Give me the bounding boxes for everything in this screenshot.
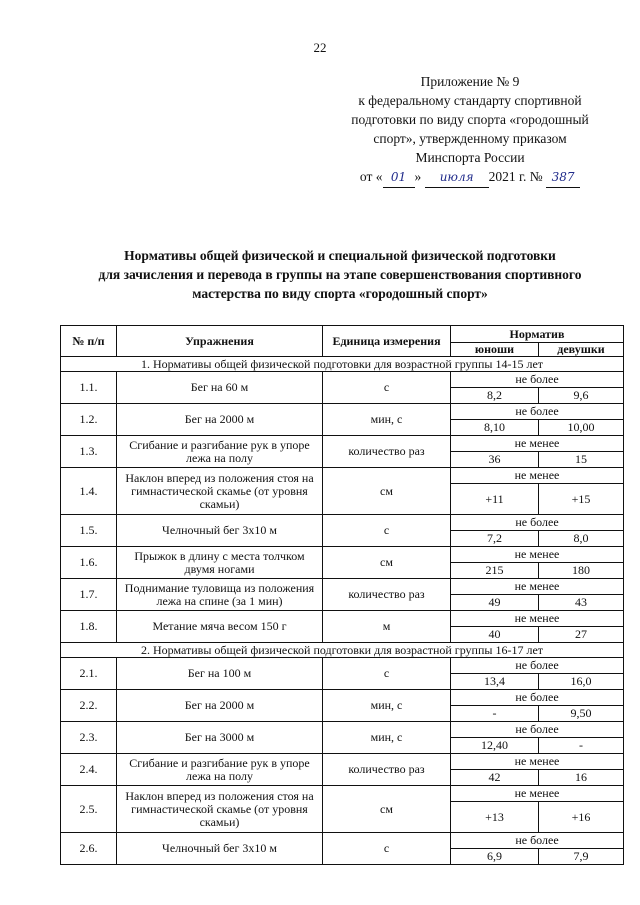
row-number: 1.4. (61, 468, 117, 515)
girls-value: 10,00 (539, 420, 624, 436)
exercise-name: Наклон вперед из положения стоя на гимнастической скамье (от уровня скамьи) (117, 786, 323, 833)
girls-value: +16 (539, 802, 624, 833)
boys-value: 8,2 (451, 388, 539, 404)
norm-condition: не менее (451, 754, 624, 770)
girls-value: 9,6 (539, 388, 624, 404)
row-number: 2.3. (61, 722, 117, 754)
unit: см (323, 786, 451, 833)
exercise-name: Бег на 60 м (117, 372, 323, 404)
girls-value: 9,50 (539, 706, 624, 722)
norm-condition: не более (451, 372, 624, 388)
girls-value: 16 (539, 770, 624, 786)
row-number: 1.7. (61, 579, 117, 611)
appendix-line: к федеральному стандарту спортивной (358, 93, 582, 108)
norm-condition: не более (451, 515, 624, 531)
row-number: 1.6. (61, 547, 117, 579)
unit: количество раз (323, 436, 451, 468)
date-prefix: от « (359, 169, 383, 184)
unit: с (323, 833, 451, 865)
table-row (61, 754, 624, 770)
exercise-name: Бег на 100 м (117, 658, 323, 690)
boys-value: 7,2 (451, 531, 539, 547)
title-line: мастерства по виду спорта «городошный спорт» (192, 286, 488, 301)
table-row (61, 436, 624, 452)
table-row (61, 404, 624, 420)
header-unit: Единица измерения (323, 326, 451, 357)
row-number: 1.1. (61, 372, 117, 404)
norm-condition: не более (451, 404, 624, 420)
section-title: 1. Нормативы общей физической подготовки для возрастной группы 14-15 лет (61, 357, 624, 372)
norm-condition: не менее (451, 611, 624, 627)
girls-value: 43 (539, 595, 624, 611)
header-exercise: Упражнения (117, 326, 323, 357)
exercise-name: Бег на 2000 м (117, 404, 323, 436)
norm-condition: не более (451, 833, 624, 849)
exercise-name: Бег на 2000 м (117, 690, 323, 722)
boys-value: +11 (451, 484, 539, 515)
table-row (61, 547, 624, 563)
date-year: 2021 г. № (488, 169, 543, 184)
row-number: 1.5. (61, 515, 117, 547)
exercise-name: Челночный бег 3х10 м (117, 833, 323, 865)
unit: с (323, 515, 451, 547)
page-number: 22 (313, 40, 327, 55)
exercise-name: Прыжок в длину с места толчком двумя ногами (117, 547, 323, 579)
boys-value: 13,4 (451, 674, 539, 690)
table-row (61, 468, 624, 484)
boys-value: 36 (451, 452, 539, 468)
row-number: 1.8. (61, 611, 117, 643)
norms-table (60, 325, 624, 865)
norm-condition: не менее (451, 468, 624, 484)
girls-value: 7,9 (539, 849, 624, 865)
row-number: 2.5. (61, 786, 117, 833)
table-row (61, 515, 624, 531)
norm-condition: не менее (451, 579, 624, 595)
table-row (61, 786, 624, 802)
section-title: 2. Нормативы общей физической подготовки для возрастной группы 16-17 лет (61, 643, 624, 658)
unit: мин, с (323, 722, 451, 754)
unit: количество раз (323, 579, 451, 611)
exercise-name: Челночный бег 3х10 м (117, 515, 323, 547)
date-mid: » (414, 169, 422, 184)
unit: с (323, 658, 451, 690)
row-number: 1.3. (61, 436, 117, 468)
appendix-line: Минспорта России (415, 150, 525, 165)
girls-value: 15 (539, 452, 624, 468)
unit: см (323, 547, 451, 579)
unit: количество раз (323, 754, 451, 786)
girls-value: 8,0 (539, 531, 624, 547)
table-row (61, 722, 624, 738)
table-row (61, 690, 624, 706)
boys-value: 8,10 (451, 420, 539, 436)
girls-value: 180 (539, 563, 624, 579)
norm-condition: не менее (451, 436, 624, 452)
title-line: Нормативы общей физической и специальной физической подготовки (124, 248, 556, 263)
norm-condition: не более (451, 658, 624, 674)
appendix-header (330, 72, 610, 188)
handwritten-month: июля (425, 168, 489, 188)
unit: м (323, 611, 451, 643)
boys-value: 49 (451, 595, 539, 611)
girls-value: +15 (539, 484, 624, 515)
boys-value: 215 (451, 563, 539, 579)
appendix-date-line (330, 167, 610, 188)
appendix-line: спорт», утвержденному приказом (373, 131, 567, 146)
handwritten-day: 01 (383, 168, 415, 188)
unit: см (323, 468, 451, 515)
header-boys: юноши (451, 343, 539, 357)
section-header-row (61, 357, 624, 372)
norm-condition: не менее (451, 547, 624, 563)
norm-condition: не более (451, 722, 624, 738)
exercise-name: Поднимание туловища из положения лежа на спине (за 1 мин) (117, 579, 323, 611)
table-row (61, 611, 624, 627)
boys-value: 40 (451, 627, 539, 643)
row-number: 1.2. (61, 404, 117, 436)
title-line: для зачисления и перевода в группы на этапе совершенствования спортивного (98, 267, 582, 282)
girls-value: 27 (539, 627, 624, 643)
boys-value: 42 (451, 770, 539, 786)
row-number: 2.6. (61, 833, 117, 865)
boys-value: 12,40 (451, 738, 539, 754)
norm-condition: не менее (451, 786, 624, 802)
unit: с (323, 372, 451, 404)
row-number: 2.4. (61, 754, 117, 786)
section-header-row (61, 643, 624, 658)
boys-value: - (451, 706, 539, 722)
unit: мин, с (323, 404, 451, 436)
exercise-name: Наклон вперед из положения стоя на гимнастической скамье (от уровня скамьи) (117, 468, 323, 515)
table-row (61, 833, 624, 849)
table-row (61, 658, 624, 674)
appendix-title: Приложение № 9 (420, 74, 520, 89)
girls-value: 16,0 (539, 674, 624, 690)
norm-condition: не более (451, 690, 624, 706)
boys-value: 6,9 (451, 849, 539, 865)
exercise-name: Сгибание и разгибание рук в упоре лежа на полу (117, 754, 323, 786)
appendix-line: подготовки по виду спорта «городошный (351, 112, 589, 127)
exercise-name: Сгибание и разгибание рук в упоре лежа на полу (117, 436, 323, 468)
exercise-name: Метание мяча весом 150 г (117, 611, 323, 643)
header-girls: девушки (539, 343, 624, 357)
row-number: 2.1. (61, 658, 117, 690)
norms-table-body (61, 357, 624, 865)
table-row (61, 372, 624, 388)
row-number: 2.2. (61, 690, 117, 722)
header-norm: Норматив (451, 326, 624, 343)
unit: мин, с (323, 690, 451, 722)
exercise-name: Бег на 3000 м (117, 722, 323, 754)
boys-value: +13 (451, 802, 539, 833)
header-num: № п/п (61, 326, 117, 357)
table-row (61, 579, 624, 595)
document-title (60, 246, 620, 303)
girls-value: - (539, 738, 624, 754)
handwritten-order-number: 387 (546, 168, 580, 188)
